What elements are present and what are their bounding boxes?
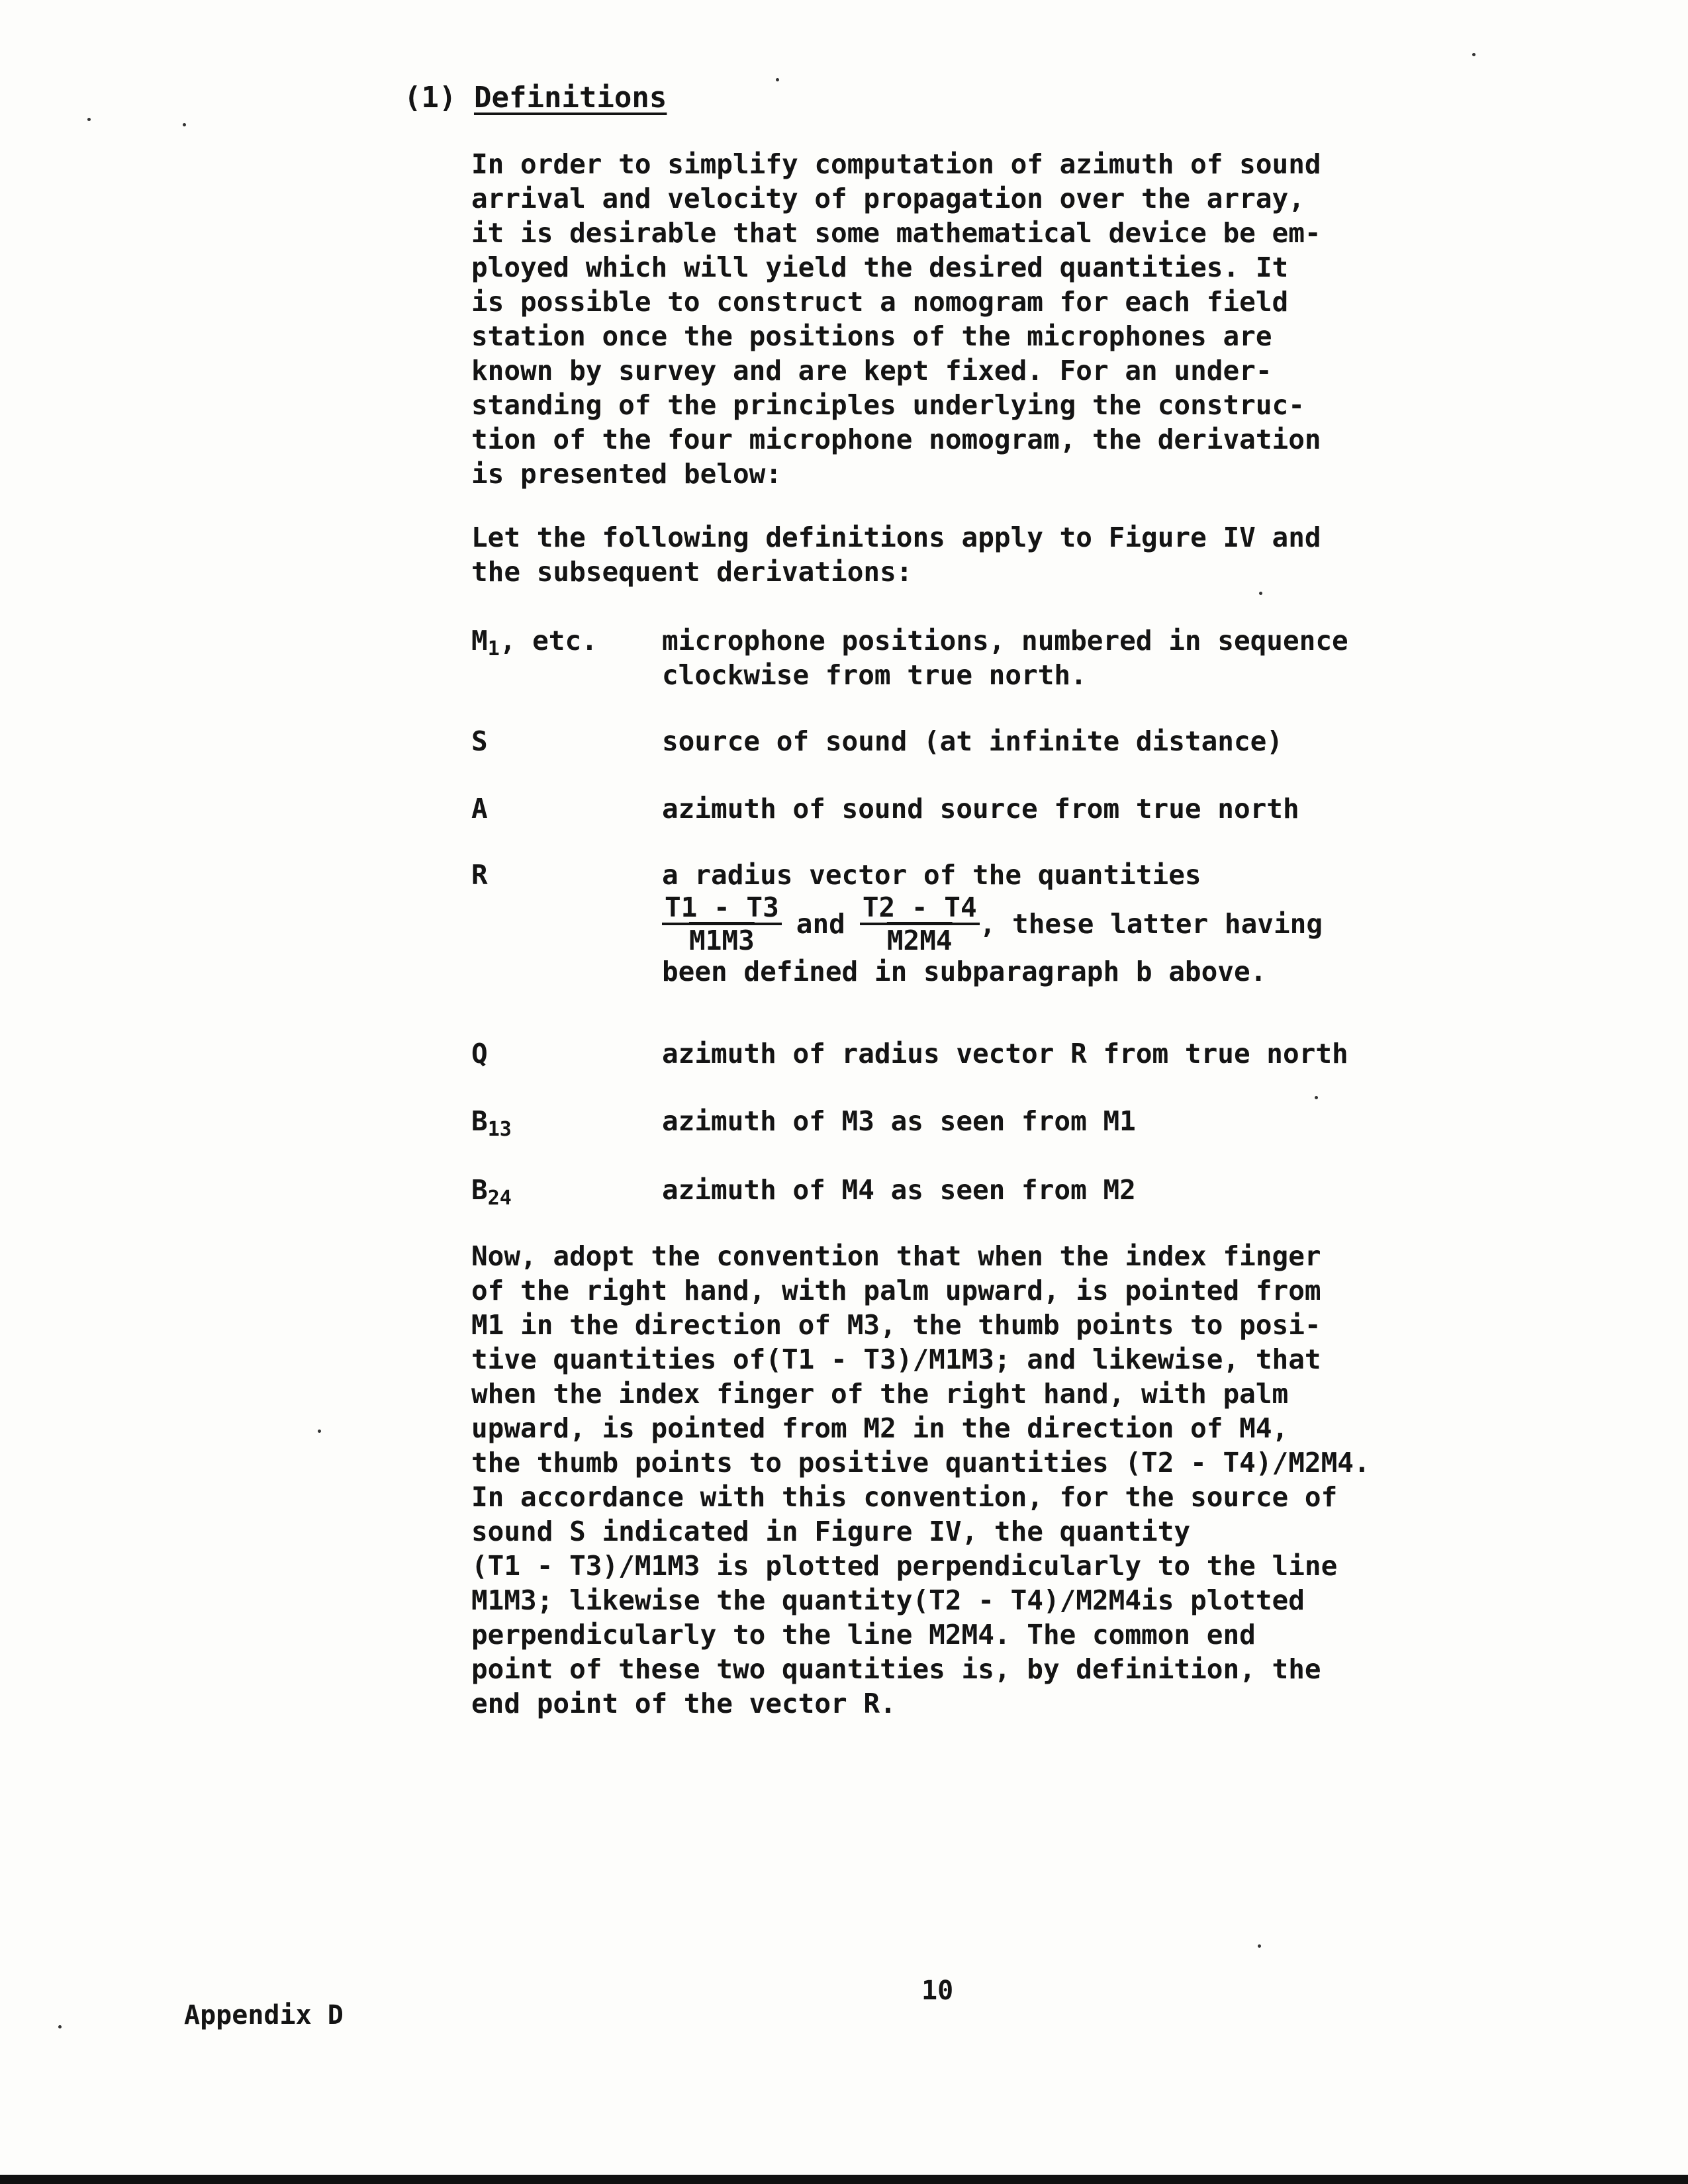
definition-term: A <box>471 793 488 825</box>
text-line: perpendicularly to the line M2M4. The common end <box>471 1619 1256 1651</box>
text-line: (T1 - T3)/M1M3 is plotted perpendicularly to the line <box>471 1550 1338 1582</box>
scan-speck <box>87 118 91 121</box>
footer-appendix-label: Appendix D <box>184 2000 344 2030</box>
definition-term: Q <box>471 1038 488 1069</box>
text-line: standing of the principles underlying the construc- <box>471 389 1305 421</box>
page-number: 10 <box>921 1976 954 2006</box>
definition-term: S <box>471 725 488 757</box>
text-line: Now, adopt the convention that when the index finger <box>471 1240 1321 1272</box>
text-line: M1M3; likewise the quantity(T2 - T4)/M2M4is plotted <box>471 1584 1305 1616</box>
text-line: tive quantities of(T1 - T3)/M1M3; and likewise, that <box>471 1343 1321 1375</box>
scan-speck <box>1259 592 1262 595</box>
definition-description: azimuth of sound source from true north <box>662 793 1299 825</box>
text-line: it is desirable that some mathematical device be em- <box>471 217 1321 249</box>
definition-term: $M_1$, etc. <box>471 625 598 660</box>
text-line: is presented below: <box>471 458 782 490</box>
text-line: the thumb points to positive quantities (T2 - T4)/M2M4. <box>471 1447 1370 1479</box>
text-line: Let the following definitions apply to Figure IV and <box>471 522 1321 553</box>
scan-edge <box>0 2175 1688 2184</box>
section-number: (1) <box>404 81 457 114</box>
text-line: In order to simplify computation of azimuth of sound <box>471 148 1321 180</box>
scan-speck <box>58 2025 62 2028</box>
scan-speck <box>183 123 186 126</box>
fraction-t2-t4: $\frac{T2 - T4}{M2M4}$ <box>860 892 980 956</box>
definition-description: azimuth of M3 as seen from M1 <box>662 1105 1136 1137</box>
text-line: ployed which will yield the desired quantities. It <box>471 251 1289 283</box>
fraction-t1-t3: $\frac{T1 - T3}{M1M3}$ <box>662 892 782 956</box>
fraction-line: $\frac{T1 - T3}{M1M3}$ and $\frac{T2 - T4}{M2M4}$ , these latter having <box>662 892 1323 954</box>
definition-description: azimuth of radius vector R from true north <box>662 1038 1348 1069</box>
scan-speck <box>1472 53 1476 56</box>
text-line: M1 in the direction of M3, the thumb points to posi- <box>471 1309 1321 1341</box>
definition-term: $B_{24}$ <box>471 1174 512 1210</box>
convention-paragraph <box>471 1239 1398 1721</box>
text-line: station once the positions of the microphones are <box>471 320 1272 352</box>
definition-term: $B_{13}$ <box>471 1105 512 1141</box>
definition-term: R <box>471 859 488 891</box>
text-line: point of these two quantities is, by definition, the <box>471 1653 1321 1685</box>
scan-speck <box>776 78 779 81</box>
text-line: upward, is pointed from M2 in the direction of M4, <box>471 1412 1289 1444</box>
definition-description: a radius vector of the quantities $\frac{T1 - T3}{M1M3}$ and $\frac{T2 - T4}{M2M4}$ , these latter having been defined in subparagraph b above. <box>662 859 1323 987</box>
scan-speck <box>1315 1096 1318 1099</box>
intro-paragraph <box>471 147 1398 491</box>
section-heading <box>404 78 667 118</box>
scan-speck <box>318 1430 321 1433</box>
text-line: end point of the vector R. <box>471 1688 896 1719</box>
scan-speck <box>1258 1944 1261 1948</box>
section-title: Definitions <box>473 81 667 114</box>
text-line: the subsequent derivations: <box>471 556 913 588</box>
lead-paragraph <box>471 520 1398 589</box>
text-line: of the right hand, with palm upward, is pointed from <box>471 1275 1321 1306</box>
definition-description: azimuth of M4 as seen from M2 <box>662 1174 1136 1206</box>
text-line: In accordance with this convention, for the source of <box>471 1481 1338 1513</box>
text-line: is possible to construct a nomogram for each field <box>471 286 1289 318</box>
definition-description: source of sound (at infinite distance) <box>662 725 1283 757</box>
text-line: when the index finger of the right hand, with palm <box>471 1378 1289 1410</box>
definition-description: microphone positions, numbered in sequence clockwise from true north. <box>662 625 1348 691</box>
text-line: known by survey and are kept fixed. For an under- <box>471 355 1272 387</box>
text-line: sound S indicated in Figure IV, the quantity <box>471 1516 1191 1547</box>
text-line: tion of the four microphone nomogram, the derivation <box>471 424 1321 455</box>
text-line: arrival and velocity of propagation over the array, <box>471 183 1305 214</box>
